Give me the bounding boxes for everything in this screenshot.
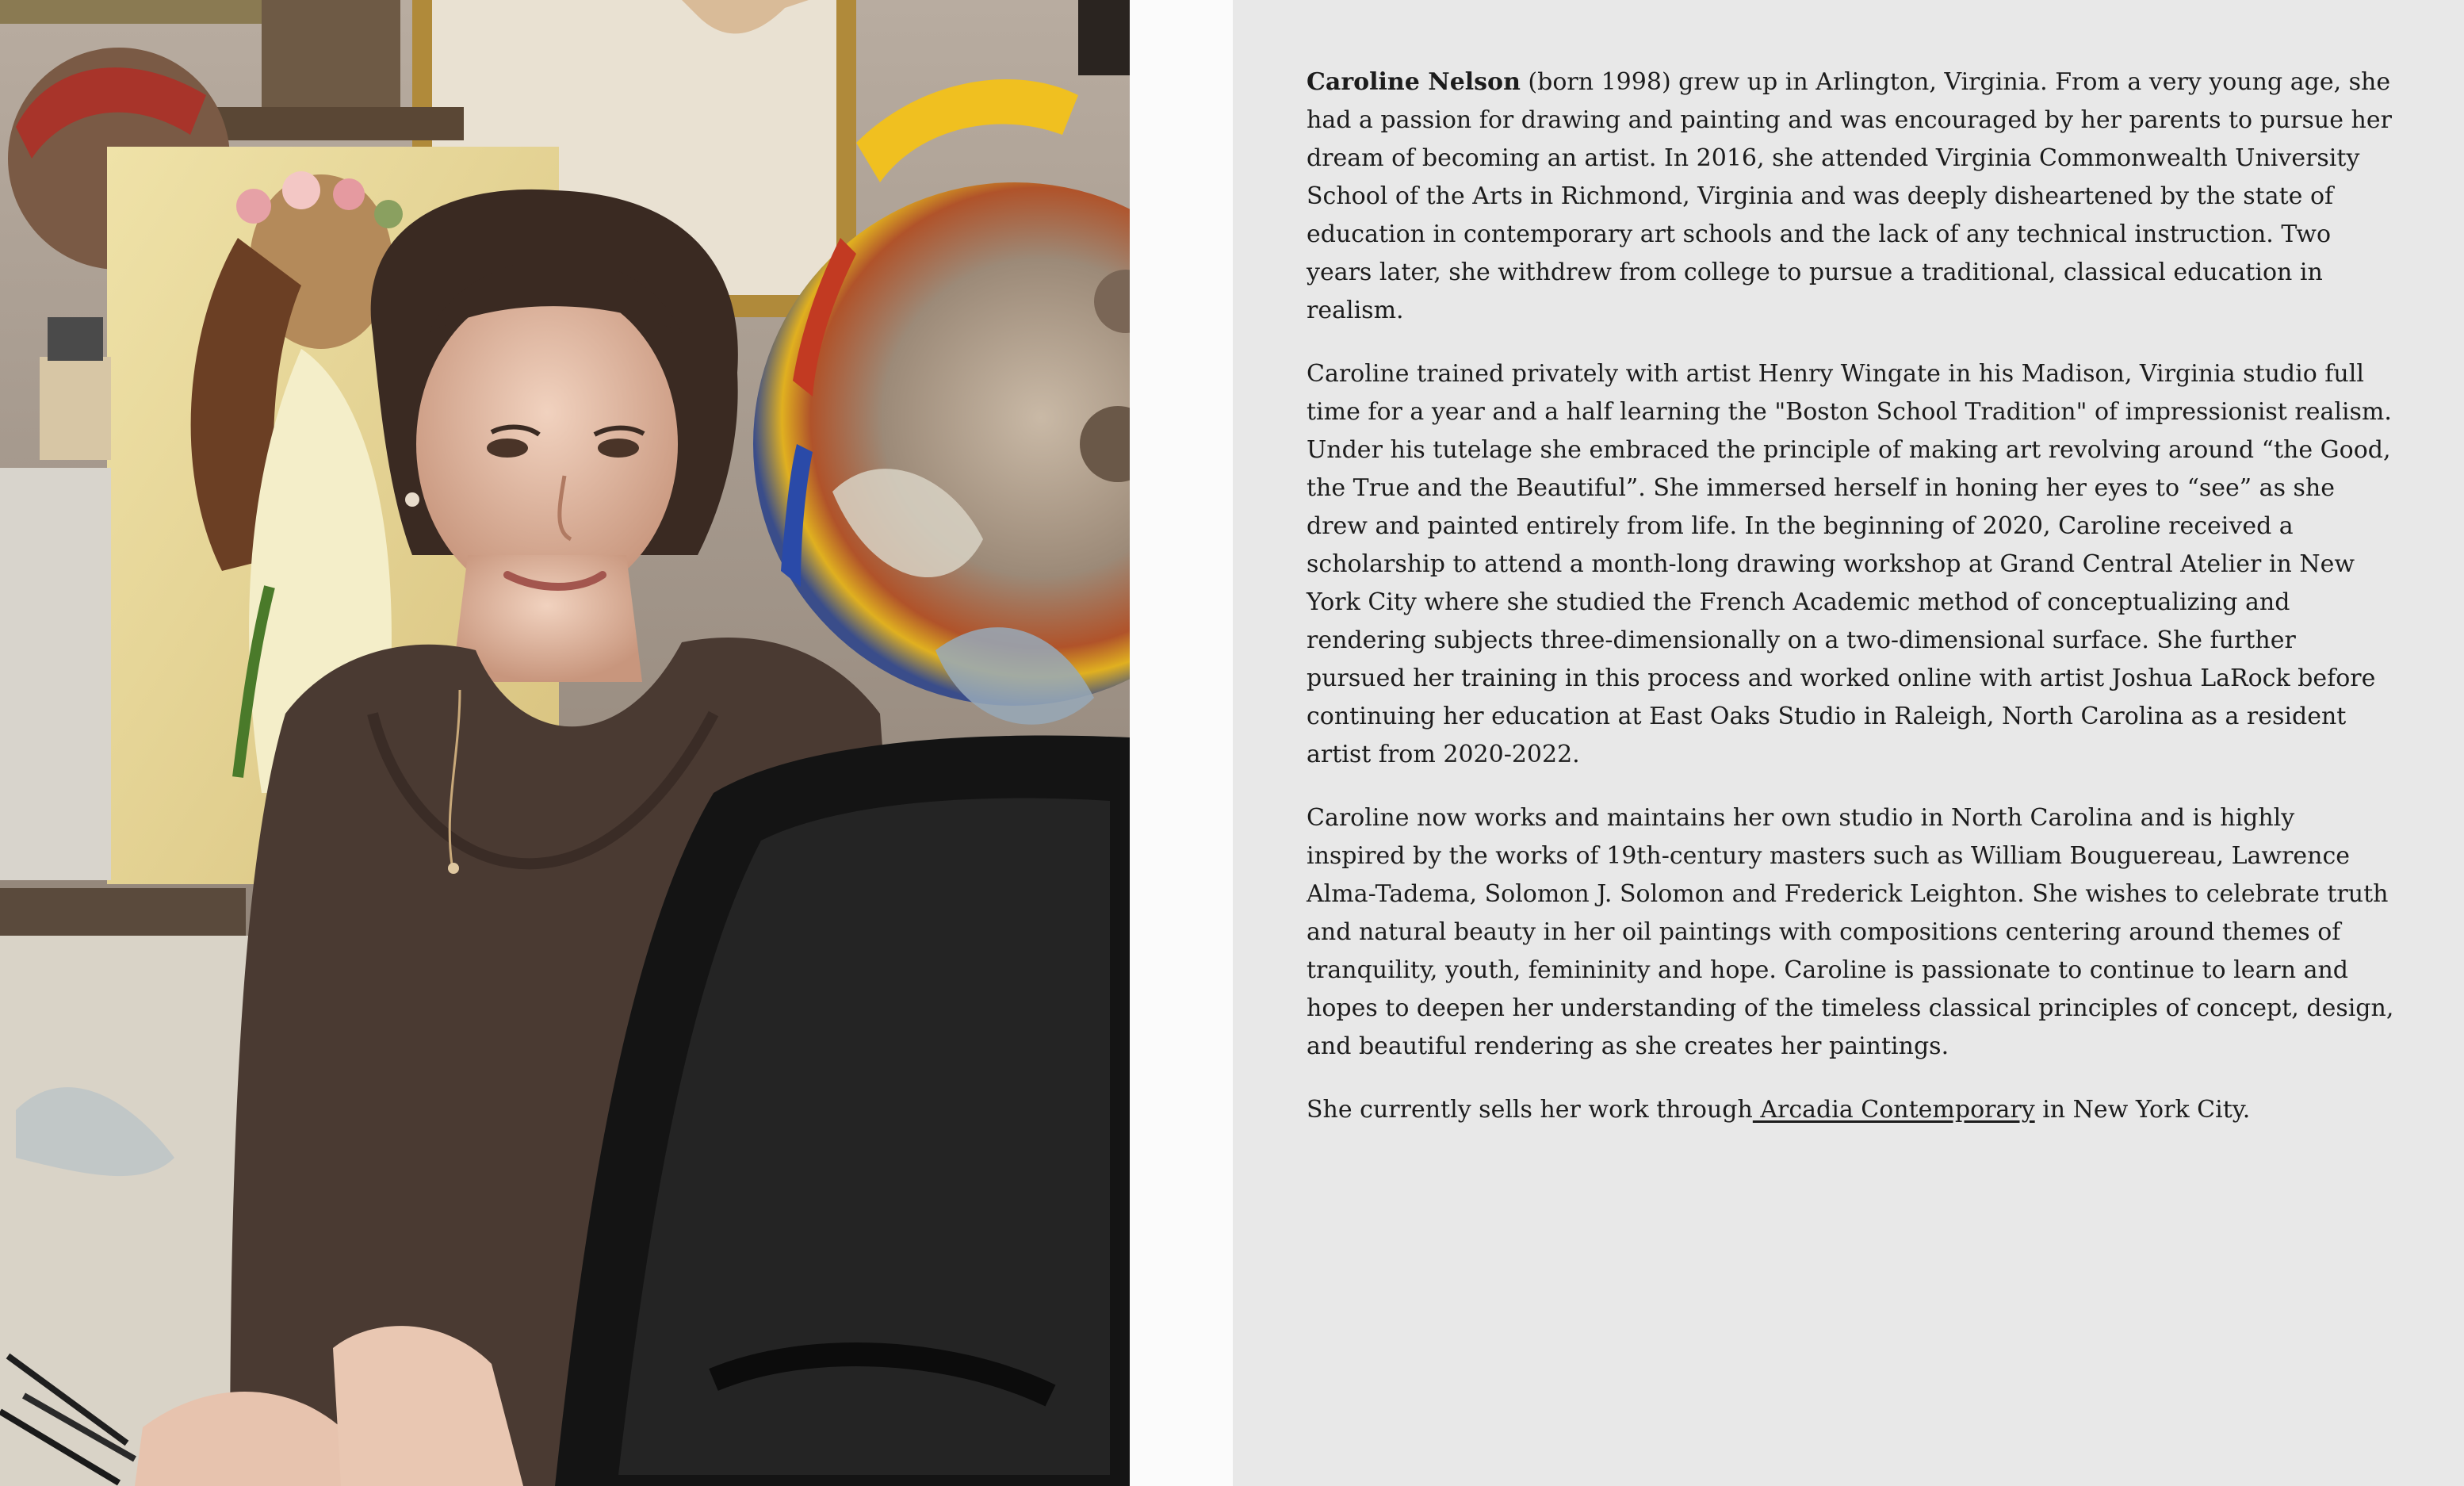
bio-paragraph-4 bbox=[1307, 1091, 2401, 1129]
artist-name: Caroline Nelson bbox=[1307, 68, 1521, 96]
bio-paragraph-4-before: She currently sells her work through bbox=[1307, 1096, 1753, 1124]
gallery-link[interactable]: Arcadia Contemporary bbox=[1752, 1096, 2035, 1124]
artist-biography bbox=[1307, 63, 2401, 1155]
bio-paragraph-2: Caroline trained privately with artist Henry Wingate in his Madison, Virginia studio full time for a year and a half learning the "Boston School Tradition" of impressionist realism. Under his tutelage she embraced the principle of making art revolving around “the Good, the True and the Beautiful”. She immersed herself in honing her eyes to “see” as she drew and painted entirely from life. In the beginning of 2020, Caroline received a scholarship to attend a month-long drawing workshop at Grand Central Atelier in New York City where she studied the French Academic method of conceptualizing and rendering subjects three-dimensionally on a two-dimensional surface. She further pursued her training in this process and worked online with artist Joshua LaRock before continuing her education at East Oaks Studio in Raleigh, North Carolina as a resident artist from 2020-2022. bbox=[1307, 360, 2392, 768]
bio-paragraph-4-after: in New York City. bbox=[2034, 1096, 2251, 1124]
bio-paragraph-1-text: (born 1998) grew up in Arlington, Virginia. From a very young age, she had a passion for drawing and painting and was encouraged by her parents to pursue her dream of becoming an artist. In 2016, she attended Virginia Commonwealth University School of the Arts in Richmond, Virginia and was deeply disheartened by the state of education in contemporary art schools and the lack of any technical instruction. Two years later, she withdrew from college to pursue a traditional, classical education in realism. bbox=[1307, 68, 2392, 324]
artist-portrait-photo bbox=[0, 0, 1130, 1486]
bio-paragraph-3: Caroline now works and maintains her own studio in North Carolina and is highly inspired by the works of 19th-century masters such as William Bouguereau, Lawrence Alma-Tadema, Solomon J. Solomon and Frederick Leighton. She wishes to celebrate truth and natural beauty in her oil paintings with compositions centering around themes of tranquility, youth, femininity and hope. Caroline is passionate to continue to learn and hopes to deepen her understanding of the timeless classical principles of concept, design, and beautiful rendering as she creates her paintings. bbox=[1307, 804, 2394, 1060]
bio-panel bbox=[1233, 0, 2464, 1486]
bio-paragraph-1 bbox=[1307, 63, 2401, 330]
page-gutter bbox=[1130, 0, 1233, 1486]
